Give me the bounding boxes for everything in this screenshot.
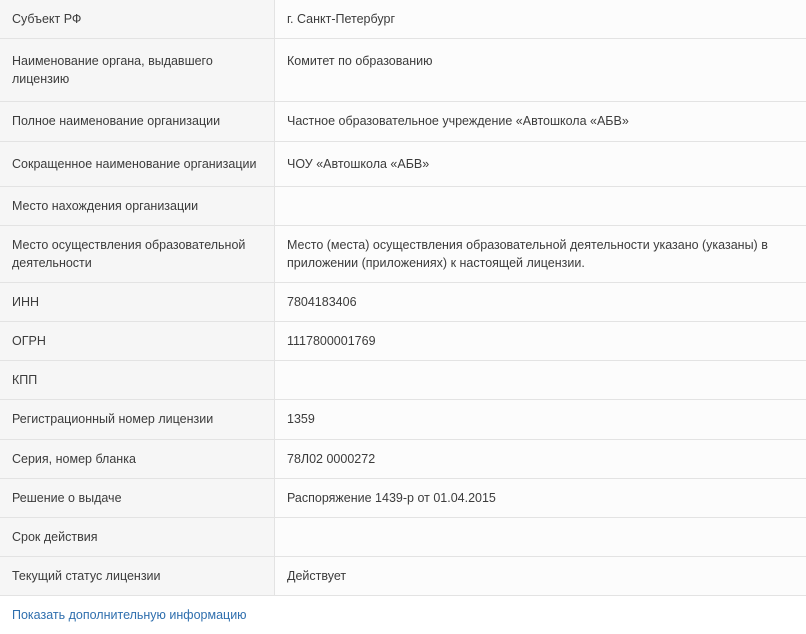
row-value-blank-series: 78Л02 0000272 <box>275 439 806 478</box>
row-value-ogrn: 1117800001769 <box>275 322 806 361</box>
table-row <box>0 186 806 225</box>
row-label-validity: Срок действия <box>0 517 275 556</box>
row-label-inn: ИНН <box>0 283 275 322</box>
row-value-kpp <box>275 361 806 400</box>
row-value-reg-number: 1359 <box>275 400 806 439</box>
row-label-ogrn: ОГРН <box>0 322 275 361</box>
row-label-subject: Субъект РФ <box>0 0 275 39</box>
table-row <box>0 322 806 361</box>
row-value-inn: 7804183406 <box>275 283 806 322</box>
row-label-blank-series: Серия, номер бланка <box>0 439 275 478</box>
additional-info-row <box>0 596 806 634</box>
row-label-authority: Наименование органа, выдавшего лицензию <box>0 39 275 102</box>
row-value-location <box>275 186 806 225</box>
row-label-status: Текущий статус лицензии <box>0 556 275 595</box>
row-value-authority: Комитет по образованию <box>275 39 806 102</box>
table-row <box>0 361 806 400</box>
table-row <box>0 141 806 186</box>
table-row <box>0 102 806 141</box>
row-value-activity-place: Место (места) осуществления образовательной деятельности указано (указаны) в приложении (приложениях) к настоящей лицензии. <box>275 225 806 282</box>
row-label-kpp: КПП <box>0 361 275 400</box>
row-value-subject: г. Санкт-Петербург <box>275 0 806 39</box>
table-row <box>0 400 806 439</box>
row-label-location: Место нахождения организации <box>0 186 275 225</box>
row-value-full-name: Частное образовательное учреждение «Автошкола «АБВ» <box>275 102 806 141</box>
row-value-validity <box>275 517 806 556</box>
row-value-status: Действует <box>275 556 806 595</box>
row-label-reg-number: Регистрационный номер лицензии <box>0 400 275 439</box>
row-label-short-name: Сокращенное наименование организации <box>0 141 275 186</box>
table-row <box>0 439 806 478</box>
row-label-activity-place: Место осуществления образовательной деятельности <box>0 225 275 282</box>
row-value-short-name: ЧОУ «Автошкола «АБВ» <box>275 141 806 186</box>
table-row <box>0 517 806 556</box>
table-row <box>0 0 806 39</box>
row-label-full-name: Полное наименование организации <box>0 102 275 141</box>
show-additional-info-link[interactable]: Показать дополнительную информацию <box>12 608 247 622</box>
table-row <box>0 283 806 322</box>
row-label-decision: Решение о выдаче <box>0 478 275 517</box>
table-row <box>0 225 806 282</box>
table-row <box>0 39 806 102</box>
row-value-decision: Распоряжение 1439-р от 01.04.2015 <box>275 478 806 517</box>
table-row <box>0 556 806 595</box>
table-row <box>0 478 806 517</box>
